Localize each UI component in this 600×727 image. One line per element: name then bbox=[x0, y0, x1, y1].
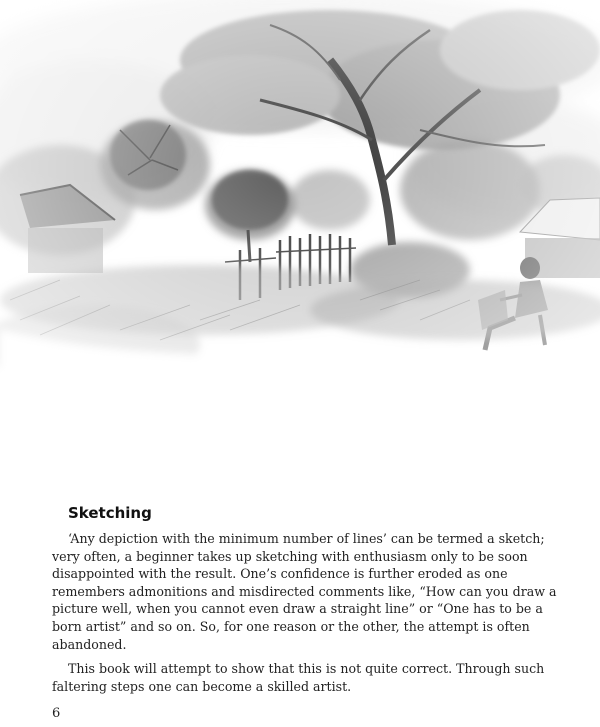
body-text bbox=[52, 530, 564, 702]
paragraph: This book will attempt to show that this is not quite correct. Through such faltering steps one can become a skilled artist. bbox=[52, 661, 545, 694]
section-heading: Sketching bbox=[68, 504, 152, 522]
paragraph: ‘Any depiction with the minimum number of lines’ can be termed a sketch; very often, a beginner takes up sketching with enthusiasm only to be soon disappointed with the result. One’s confidence is further eroded as one remembers admonitions and misdirected comments like, “How can you draw a picture well, when you cannot even draw a straight line” or “One has to be a born artist” and so on. So, for one reason or the other, the attempt is often abandoned. bbox=[52, 531, 557, 652]
page-number: 6 bbox=[52, 706, 61, 721]
